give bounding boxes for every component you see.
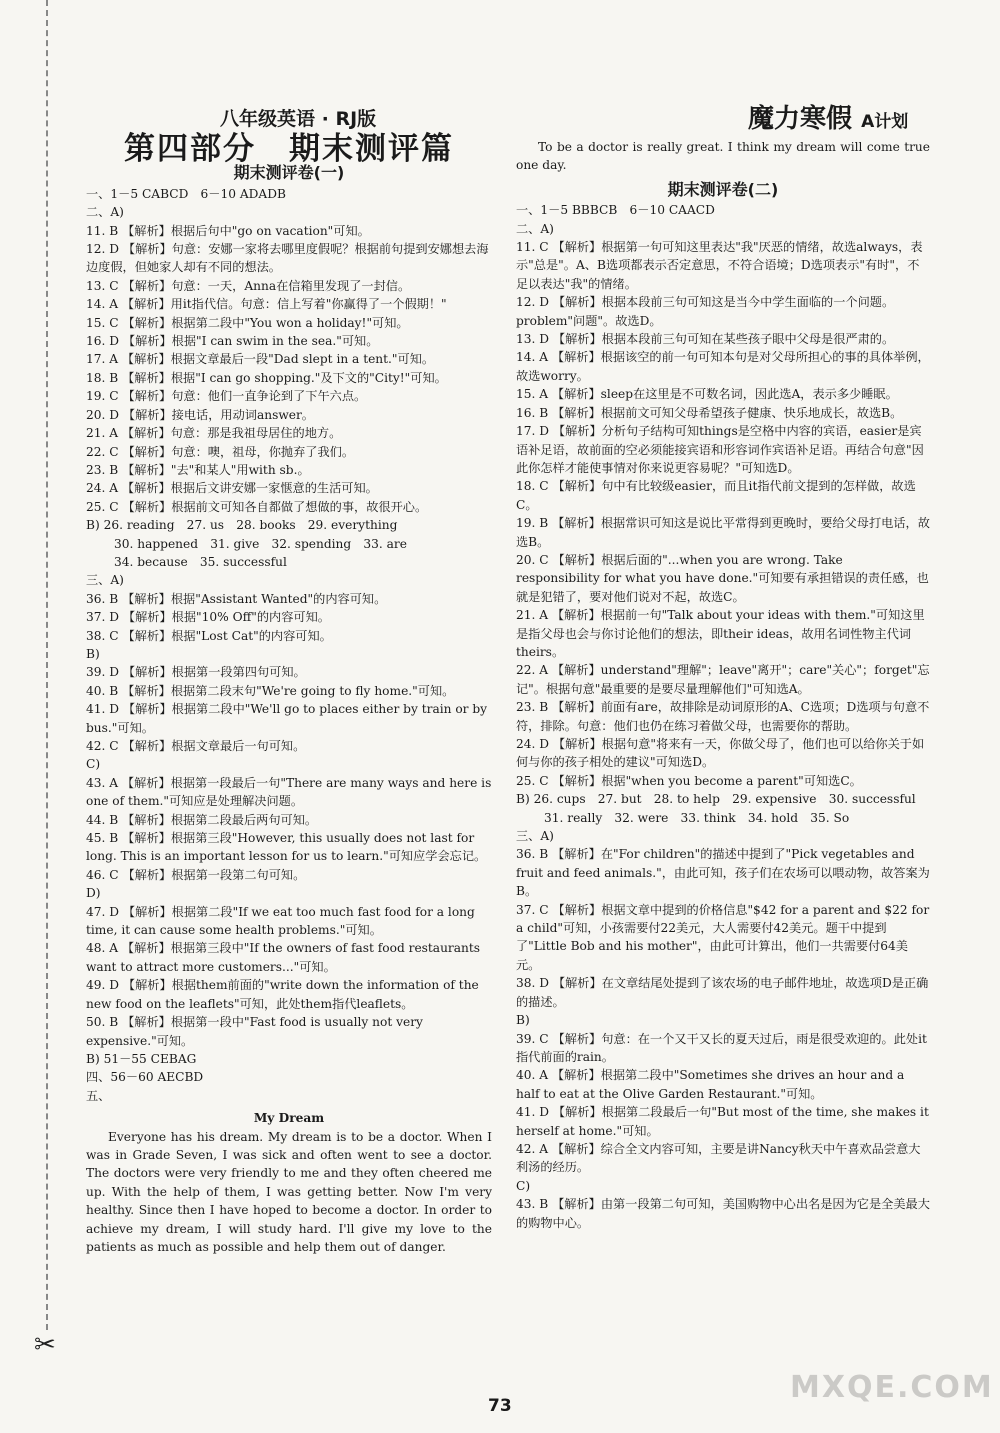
answer-line: 25. C 【解析】根据"when you become a parent"可知选C。 <box>516 773 862 788</box>
test2-answers <box>516 201 930 1232</box>
test1-answers <box>86 185 492 1105</box>
answer-line: B) 26. reading 27. us 28. books 29. everything <box>86 518 398 533</box>
answer-line: 39. C 【解析】句意：在一个又干又长的夏天过后，雨是很受欢迎的。此处it指代前面的rain。 <box>516 1031 927 1064</box>
header-subject: 八年级英语 · RJ版 <box>220 108 377 130</box>
answer-line: 31. really 32. were 33. think 34. hold 35. So <box>544 810 850 825</box>
essay-body: Everyone has his dream. My dream is to be a doctor. When I was in Grade Seven, I was sick and often went to see a doctor. The doctors were very friendly to me and they often cheered me up. With the help of them, I was getting better. Now I'm very healthy. Since then I have hoped to become a doctor. In order to achieve my dream, I will study hard. I'll give my love to the patients as much as possible and help them out of danger. <box>86 1129 492 1254</box>
answer-line: 五、 <box>86 1088 111 1103</box>
header-brand <box>748 98 908 135</box>
answer-line: 49. D 【解析】根据them前面的"write down the information of the new food on the leaflets"可知，此处them指代leaflets。 <box>86 978 479 1011</box>
answer-line: 25. C 【解析】根据前文可知各自都做了想做的事，故很开心。 <box>86 499 428 514</box>
brand-suffix: A计划 <box>861 112 909 132</box>
answer-line: 22. A 【解析】understand"理解"；leave"离开"；care"关心"；forget"忘记"。根据句意"最重要的是要尽量理解他们"可知选A。 <box>516 663 930 696</box>
answer-line: 三、A) <box>516 829 554 844</box>
answer-line: 44. B 【解析】根据第二段最后两句可知。 <box>86 812 318 827</box>
answer-line: 42. A 【解析】综合全文内容可知，主要是讲Nancy秋天中午喜欢品尝意大利汤的经历。 <box>516 1141 921 1175</box>
answer-line: B) 26. cups 27. but 28. to help 29. expensive 30. successful <box>516 792 916 807</box>
answer-line: 11. B 【解析】根据后句中"go on vacation"可知。 <box>86 223 370 238</box>
answer-line: 41. D 【解析】根据第二段最后一句"But most of the time, she makes it herself at home."可知。 <box>516 1105 929 1138</box>
answer-line: 23. B 【解析】"去"和某人"用with sb.。 <box>86 462 310 477</box>
answer-line: 34. because 35. successful <box>114 554 287 569</box>
answer-line: 17. A 【解析】根据文章最后一段"Dad slept in a tent."可知。 <box>86 352 435 367</box>
answer-line: 13. D 【解析】根据本段前三句可知在某些孩子眼中父母是很严肃的。 <box>516 332 895 347</box>
part-title: 第四部分 期末测评篇 <box>124 131 454 167</box>
answer-line: B) 51－55 CEBAG <box>86 1051 197 1066</box>
page-number: 73 <box>488 1396 512 1416</box>
essay-ending: To be a doctor is really great. I think my dream will come true one day. <box>516 140 930 173</box>
right-column <box>516 138 930 1232</box>
test1-title: 期末测评卷(一) <box>233 163 345 183</box>
answer-line: 19. B 【解析】根据常识可知这是说比平常得到更晚时，要给父母打电话，故选B。 <box>516 516 930 549</box>
answer-line: 12. D 【解析】句意：安娜一家将去哪里度假呢？根据前句提到安娜想去海边度假，但她家人却有不同的想法。 <box>86 242 489 275</box>
answer-line: 46. C 【解析】根据第一段第二句可知。 <box>86 867 306 882</box>
answer-line: 12. D 【解析】根据本段前三句可知这是当今中学生面临的一个问题。problem"问题"。故选D。 <box>516 295 895 328</box>
answer-line: 15. C 【解析】根据第二段中"You won a holiday!"可知。 <box>86 315 409 330</box>
test2-title: 期末测评卷(二) <box>667 179 779 199</box>
answer-line: 37. D 【解析】根据"10% Off"的内容可知。 <box>86 610 330 625</box>
answer-line: 24. D 【解析】根据句意"将来有一天，你做父母了，他们也可以给你关于如何与你的孩子相处的建议"可知选D。 <box>516 737 925 770</box>
answer-line: 48. A 【解析】根据第三段中"If the owners of fast food restaurants want to attract more customers..."可知。 <box>86 941 481 974</box>
answer-line: 47. D 【解析】根据第二段"If we eat too much fast food for a long time, it can cause some health problems."可知。 <box>86 904 475 938</box>
answer-line: 38. C 【解析】根据"Lost Cat"的内容可知。 <box>86 628 332 643</box>
answer-line: 21. A 【解析】根据前一句"Talk about your ideas with them."可知这里是指父母也会与你讨论他们的想法，即their ideas，故用名词性物主代词theirs。 <box>516 608 925 659</box>
answer-line: B) <box>516 1013 530 1028</box>
answer-line: 39. D 【解析】根据第一段第四句可知。 <box>86 665 306 680</box>
watermark: MXQE.COM <box>790 1370 994 1405</box>
answer-line: 38. D 【解析】在文章结尾处提到了该农场的电子邮件地址，故选项D是正确的描述。 <box>516 976 929 1009</box>
answer-line: 一、1－5 CABCD 6－10 ADADB <box>86 186 286 201</box>
answer-line: 36. B 【解析】在"For children"的描述中提到了"Pick vegetables and fruit and feed animals."，由此可知，孩子们在农场可以喂动物，故答案为B。 <box>516 847 930 899</box>
answer-line: 二、A) <box>516 221 554 236</box>
answer-line: 18. C 【解析】句中有比较级easier，而且it指代前文提到的怎样做，故选C。 <box>516 479 916 512</box>
answer-line: 13. C 【解析】句意：一天，Anna在信箱里发现了一封信。 <box>86 278 411 293</box>
answer-line: 16. B 【解析】根据前文可知父母希望孩子健康、快乐地成长，故选B。 <box>516 405 903 420</box>
answer-line: 50. B 【解析】根据第一段中"Fast food is usually not very expensive."可知。 <box>86 1015 423 1048</box>
brand-title: 魔力寒假 <box>748 104 853 134</box>
answer-line: 45. B 【解析】根据第三段"However, this usually does not last for long. This is an important lesson for us to learn."可知应学会忘记。 <box>86 831 487 864</box>
answer-line: 16. D 【解析】根据"I can swim in the sea."可知。 <box>86 334 379 349</box>
answer-line: 一、1－5 BBBCB 6－10 CAACD <box>516 203 715 218</box>
answer-line: C) <box>516 1178 531 1193</box>
answer-line: 22. C 【解析】句意：噢，祖母，你抛弃了我们。 <box>86 444 355 459</box>
answer-line: 37. C 【解析】根据文章中提到的价格信息"$42 for a parent and $22 for a child"可知，小孩需要付22美元，大人需要付42美元。题干中提到了"Little Bob and his mother"，由此可计算出，他们一共需要付64美元。 <box>516 902 930 972</box>
answer-line: 43. B 【解析】由第一段第二句可知，美国购物中心出名是因为它是全美最大的购物中心。 <box>516 1197 930 1230</box>
answer-line: 21. A 【解析】句意：那是我祖母居住的地方。 <box>86 426 342 441</box>
answer-line: 17. D 【解析】分析句子结构可知things是空格中内容的宾语，easier是宾语补足语，故前面的空必须能接宾语和形容词作宾语补足语。再结合句意"因此你怎样才能使事情对你来说更容易呢？"可知选D。 <box>516 424 924 475</box>
answer-line: 20. D 【解析】接电话，用动词answer。 <box>86 407 314 422</box>
answer-line: 40. B 【解析】根据第二段末句"We're going to fly home."可知。 <box>86 683 455 698</box>
answer-line: 14. A 【解析】用it指代信。句意：信上写着"你赢得了一个假期！" <box>86 297 447 312</box>
answer-line: 36. B 【解析】根据"Assistant Wanted"的内容可知。 <box>86 591 387 606</box>
essay-title: My Dream <box>253 1111 325 1126</box>
answer-line: 43. A 【解析】根据第一段最后一句"There are many ways and here is one of them."可知应是处理解决问题。 <box>86 775 492 809</box>
answer-line: 18. B 【解析】根据"I can go shopping."及下文的"City!"可知。 <box>86 370 447 385</box>
answer-line: 19. C 【解析】句意：他们一直争论到了下午六点。 <box>86 389 367 404</box>
answer-line: 41. D 【解析】根据第二段中"We'll go to places either by train or by bus."可知。 <box>86 702 488 735</box>
answer-line: 二、A) <box>86 205 124 220</box>
answer-line: C) <box>86 757 101 772</box>
cut-line <box>46 0 48 1330</box>
answer-line: 四、56－60 AECBD <box>86 1070 204 1085</box>
answer-line: 42. C 【解析】根据文章最后一句可知。 <box>86 739 306 753</box>
answer-line: 40. A 【解析】根据第二段中"Sometimes she drives an hour and a half to eat at the Olive Garden Restaurant."可知。 <box>516 1068 905 1101</box>
scissors-icon: ✂ <box>34 1330 56 1360</box>
answer-line: 30. happened 31. give 32. spending 33. are <box>114 536 407 551</box>
answer-line: 三、A) <box>86 573 124 588</box>
answer-line: 23. B 【解析】前面有are，故排除是动词原形的A、C选项；D选项与句意不符，排除。句意：他们也仍在练习着做父母，也需要你的帮助。 <box>516 700 930 733</box>
left-column <box>86 131 492 1256</box>
answer-line: 14. A 【解析】根据该空的前一句可知本句是对父母所担心的事的具体举例，故选worry。 <box>516 350 930 383</box>
answer-line: B) <box>86 646 100 661</box>
answer-line: 11. C 【解析】根据第一句可知这里表达"我"厌恶的情绪，故选always，表示"总是"。A、B选项都表示否定意思，不符合语境；D选项表示"有时"，不足以表达"我"的情绪。 <box>516 240 923 291</box>
answer-line: 24. A 【解析】根据后文讲安娜一家惬意的生活可知。 <box>86 481 378 496</box>
answer-line: 15. A 【解析】sleep在这里是不可数名词，因此选A，表示多少睡眠。 <box>516 387 898 402</box>
answer-line: D) <box>86 886 101 901</box>
answer-line: 20. C 【解析】根据后面的"...when you are wrong. Take responsibility for what you have done."可知要有承担错误的责任感，也就是犯错了，要对他们说对不起，故选C。 <box>516 552 929 604</box>
